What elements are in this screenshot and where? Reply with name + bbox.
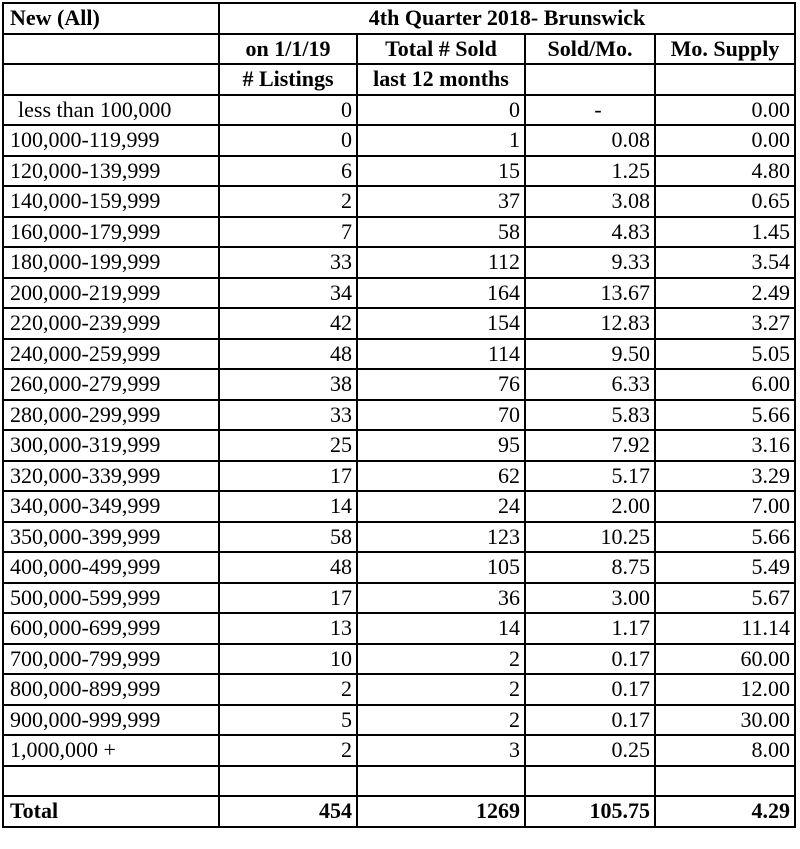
sold-cell: 36 bbox=[357, 583, 525, 614]
total-sold-per-month: 105.75 bbox=[525, 796, 655, 827]
sold-cell: 62 bbox=[357, 461, 525, 492]
sold-per-month-cell: 0.25 bbox=[525, 735, 655, 766]
blank-cell bbox=[357, 766, 525, 797]
month-supply-cell: 60.00 bbox=[655, 644, 795, 675]
sold-cell: 2 bbox=[357, 674, 525, 705]
month-supply-cell: 5.05 bbox=[655, 339, 795, 370]
month-supply-cell: 3.27 bbox=[655, 308, 795, 339]
table-row bbox=[3, 613, 795, 644]
listings-cell: 25 bbox=[219, 430, 357, 461]
price-range-cell: 700,000-799,999 bbox=[3, 644, 219, 675]
header-row-columns-1 bbox=[3, 34, 795, 65]
price-range-cell: 900,000-999,999 bbox=[3, 705, 219, 736]
table-row bbox=[3, 125, 795, 156]
listings-cell: 6 bbox=[219, 156, 357, 187]
month-supply-cell: 0.00 bbox=[655, 95, 795, 126]
total-sold: 1269 bbox=[357, 796, 525, 827]
blank-cell bbox=[219, 766, 357, 797]
price-range-cell: 220,000-239,999 bbox=[3, 308, 219, 339]
sold-per-month-cell: 6.33 bbox=[525, 369, 655, 400]
sold-per-month-cell: 0.17 bbox=[525, 644, 655, 675]
price-range-cell: 340,000-349,999 bbox=[3, 491, 219, 522]
price-range-cell: 240,000-259,999 bbox=[3, 339, 219, 370]
price-range-cell: 180,000-199,999 bbox=[3, 247, 219, 278]
listings-cell: 2 bbox=[219, 186, 357, 217]
listings-cell: 17 bbox=[219, 461, 357, 492]
price-range-cell: 120,000-139,999 bbox=[3, 156, 219, 187]
sold-per-month-cell: 9.33 bbox=[525, 247, 655, 278]
listings-cell: 48 bbox=[219, 339, 357, 370]
sold-per-month-cell: 4.83 bbox=[525, 217, 655, 248]
price-range-cell: 400,000-499,999 bbox=[3, 552, 219, 583]
table-row bbox=[3, 308, 795, 339]
price-range-cell: 260,000-279,999 bbox=[3, 369, 219, 400]
table-title: 4th Quarter 2018- Brunswick bbox=[219, 3, 795, 34]
sold-cell: 0 bbox=[357, 95, 525, 126]
table-row bbox=[3, 278, 795, 309]
blank-row bbox=[3, 766, 795, 797]
sold-cell: 2 bbox=[357, 644, 525, 675]
blank-cell bbox=[3, 766, 219, 797]
header-row-columns-2 bbox=[3, 64, 795, 95]
month-supply-cell: 8.00 bbox=[655, 735, 795, 766]
sold-cell: 114 bbox=[357, 339, 525, 370]
blank-cell bbox=[525, 766, 655, 797]
total-listings: 454 bbox=[219, 796, 357, 827]
listings-cell: 2 bbox=[219, 674, 357, 705]
sold-cell: 3 bbox=[357, 735, 525, 766]
month-supply-cell: 11.14 bbox=[655, 613, 795, 644]
sold-cell: 76 bbox=[357, 369, 525, 400]
month-supply-cell: 5.66 bbox=[655, 400, 795, 431]
listings-cell: 10 bbox=[219, 644, 357, 675]
price-range-cell: 140,000-159,999 bbox=[3, 186, 219, 217]
month-supply-cell: 5.66 bbox=[655, 522, 795, 553]
table-row bbox=[3, 156, 795, 187]
sold-cell: 70 bbox=[357, 400, 525, 431]
listings-cell: 34 bbox=[219, 278, 357, 309]
table-row bbox=[3, 491, 795, 522]
sold-per-month-cell: 13.67 bbox=[525, 278, 655, 309]
sold-per-month-cell: 7.92 bbox=[525, 430, 655, 461]
month-supply-cell: 0.00 bbox=[655, 125, 795, 156]
sold-cell: 123 bbox=[357, 522, 525, 553]
header-row-title bbox=[3, 3, 795, 34]
month-supply-cell: 6.00 bbox=[655, 369, 795, 400]
table-row bbox=[3, 674, 795, 705]
table-row bbox=[3, 735, 795, 766]
table-row bbox=[3, 339, 795, 370]
listings-cell: 38 bbox=[219, 369, 357, 400]
sold-cell: 1 bbox=[357, 125, 525, 156]
sold-per-month-cell: 8.75 bbox=[525, 552, 655, 583]
sold-cell: 37 bbox=[357, 186, 525, 217]
month-supply-cell: 7.00 bbox=[655, 491, 795, 522]
sold-cell: 2 bbox=[357, 705, 525, 736]
table-row bbox=[3, 461, 795, 492]
listings-cell: 33 bbox=[219, 247, 357, 278]
price-range-cell: 600,000-699,999 bbox=[3, 613, 219, 644]
sold-per-month-cell: 0.17 bbox=[525, 674, 655, 705]
month-supply-cell: 3.29 bbox=[655, 461, 795, 492]
sold-per-month-cell: 10.25 bbox=[525, 522, 655, 553]
table-row bbox=[3, 186, 795, 217]
table-row bbox=[3, 400, 795, 431]
col-header-sold-line1: Total # Sold bbox=[357, 34, 525, 65]
price-range-cell: 1,000,000 + bbox=[3, 735, 219, 766]
listings-cell: 58 bbox=[219, 522, 357, 553]
sold-per-month-cell: - bbox=[525, 95, 655, 126]
sold-cell: 95 bbox=[357, 430, 525, 461]
listings-cell: 0 bbox=[219, 125, 357, 156]
sold-per-month-cell: 0.17 bbox=[525, 705, 655, 736]
header-empty-cell bbox=[655, 64, 795, 95]
col-header-supply: Mo. Supply bbox=[655, 34, 795, 65]
sold-per-month-cell: 5.83 bbox=[525, 400, 655, 431]
month-supply-cell: 12.00 bbox=[655, 674, 795, 705]
sold-per-month-cell: 2.00 bbox=[525, 491, 655, 522]
price-range-cell: 320,000-339,999 bbox=[3, 461, 219, 492]
listings-cell: 48 bbox=[219, 552, 357, 583]
col-header-per-month: Sold/Mo. bbox=[525, 34, 655, 65]
price-range-cell: less than 100,000 bbox=[3, 95, 219, 126]
sold-per-month-cell: 0.08 bbox=[525, 125, 655, 156]
sold-cell: 164 bbox=[357, 278, 525, 309]
table-row bbox=[3, 705, 795, 736]
price-range-cell: 500,000-599,999 bbox=[3, 583, 219, 614]
month-supply-cell: 3.54 bbox=[655, 247, 795, 278]
total-month-supply: 4.29 bbox=[655, 796, 795, 827]
listings-cell: 2 bbox=[219, 735, 357, 766]
sold-per-month-cell: 3.08 bbox=[525, 186, 655, 217]
listings-cell: 14 bbox=[219, 491, 357, 522]
col-header-sold-line2: last 12 months bbox=[357, 64, 525, 95]
price-range-cell: 200,000-219,999 bbox=[3, 278, 219, 309]
table-row bbox=[3, 95, 795, 126]
price-range-cell: 280,000-299,999 bbox=[3, 400, 219, 431]
table-row bbox=[3, 583, 795, 614]
listings-cell: 42 bbox=[219, 308, 357, 339]
total-row bbox=[3, 796, 795, 827]
table-row bbox=[3, 644, 795, 675]
sold-per-month-cell: 12.83 bbox=[525, 308, 655, 339]
sold-cell: 24 bbox=[357, 491, 525, 522]
sold-per-month-cell: 1.17 bbox=[525, 613, 655, 644]
month-supply-cell: 30.00 bbox=[655, 705, 795, 736]
month-supply-cell: 3.16 bbox=[655, 430, 795, 461]
header-empty-cell bbox=[3, 64, 219, 95]
sold-cell: 105 bbox=[357, 552, 525, 583]
col-header-listings-line2: # Listings bbox=[219, 64, 357, 95]
listings-cell: 13 bbox=[219, 613, 357, 644]
listings-cell: 7 bbox=[219, 217, 357, 248]
month-supply-cell: 4.80 bbox=[655, 156, 795, 187]
blank-cell bbox=[655, 766, 795, 797]
listings-cell: 33 bbox=[219, 400, 357, 431]
month-supply-cell: 5.67 bbox=[655, 583, 795, 614]
listings-cell: 0 bbox=[219, 95, 357, 126]
month-supply-cell: 0.65 bbox=[655, 186, 795, 217]
sold-cell: 112 bbox=[357, 247, 525, 278]
sold-cell: 58 bbox=[357, 217, 525, 248]
sold-per-month-cell: 9.50 bbox=[525, 339, 655, 370]
sold-per-month-cell: 5.17 bbox=[525, 461, 655, 492]
sold-per-month-cell: 1.25 bbox=[525, 156, 655, 187]
sold-cell: 15 bbox=[357, 156, 525, 187]
month-supply-cell: 5.49 bbox=[655, 552, 795, 583]
price-range-cell: 100,000-119,999 bbox=[3, 125, 219, 156]
sold-cell: 154 bbox=[357, 308, 525, 339]
table-row bbox=[3, 217, 795, 248]
table-row bbox=[3, 369, 795, 400]
table-row bbox=[3, 552, 795, 583]
col-header-listings-line1: on 1/1/19 bbox=[219, 34, 357, 65]
listings-cell: 5 bbox=[219, 705, 357, 736]
table-row bbox=[3, 430, 795, 461]
header-empty-cell bbox=[3, 34, 219, 65]
sold-per-month-cell: 3.00 bbox=[525, 583, 655, 614]
price-range-cell: 800,000-899,999 bbox=[3, 674, 219, 705]
total-label: Total bbox=[3, 796, 219, 827]
price-range-cell: 160,000-179,999 bbox=[3, 217, 219, 248]
price-range-cell: 350,000-399,999 bbox=[3, 522, 219, 553]
month-supply-cell: 1.45 bbox=[655, 217, 795, 248]
month-supply-cell: 2.49 bbox=[655, 278, 795, 309]
price-range-cell: 300,000-319,999 bbox=[3, 430, 219, 461]
category-label: New (All) bbox=[3, 3, 219, 34]
market-supply-table bbox=[2, 2, 796, 828]
table-row bbox=[3, 522, 795, 553]
header-empty-cell bbox=[525, 64, 655, 95]
sold-cell: 14 bbox=[357, 613, 525, 644]
table-row bbox=[3, 247, 795, 278]
listings-cell: 17 bbox=[219, 583, 357, 614]
